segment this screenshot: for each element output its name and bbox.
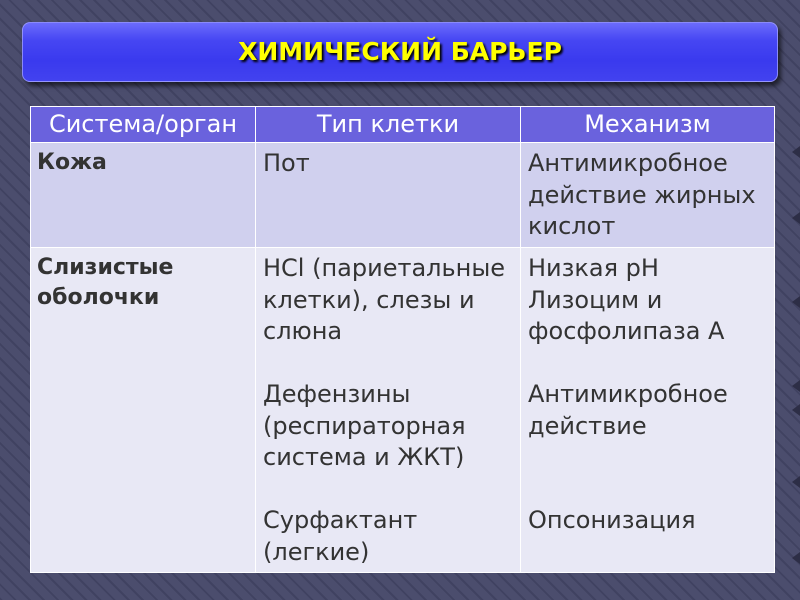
row-skin-mechanism-cell [521,143,774,247]
cell-type-item: Сурфактант (легкие) [263,506,418,566]
system-label: Кожа [37,150,107,175]
background-triangle [792,552,800,564]
column-header-cell-type: Тип клетки [256,107,520,142]
system-label: Слизистые оболочки [37,255,174,310]
title-bar [22,22,778,82]
cell-type-item: HCl (париетальные клетки), слезы и слюна [263,254,506,345]
chemical-barrier-table [30,106,775,573]
column-header-system: Система/орган [31,107,255,142]
cell-type-item: Пот [263,149,310,177]
background-triangle [792,404,800,416]
column-header-mechanism: Механизм [521,107,774,142]
mechanism-item: Лизоцим и фосфолипаза А [528,285,725,345]
background-triangle [792,296,800,308]
background-triangle [792,380,800,392]
background-triangle [792,212,800,224]
mechanism-item: Антимикробное действие жирных кислот [528,149,756,240]
row-skin-cell-type-cell [256,143,520,247]
row-skin-system-cell [31,143,255,247]
row-mucosa-cell-type-cell [256,248,520,572]
mechanism-item: Низкая pH [528,254,659,282]
background-triangle [792,476,800,488]
cell-type-item: Дефензины (респираторная система и ЖКТ) [263,380,466,471]
mechanism-item: Опсонизация [528,506,696,534]
background-triangle [792,146,800,158]
row-mucosa-system-cell [31,248,255,572]
mechanism-item: Антимикробное действие [528,380,728,440]
slide-title: ХИМИЧЕСКИЙ БАРЬЕР [238,37,562,66]
row-mucosa-mechanism-cell [521,248,774,572]
